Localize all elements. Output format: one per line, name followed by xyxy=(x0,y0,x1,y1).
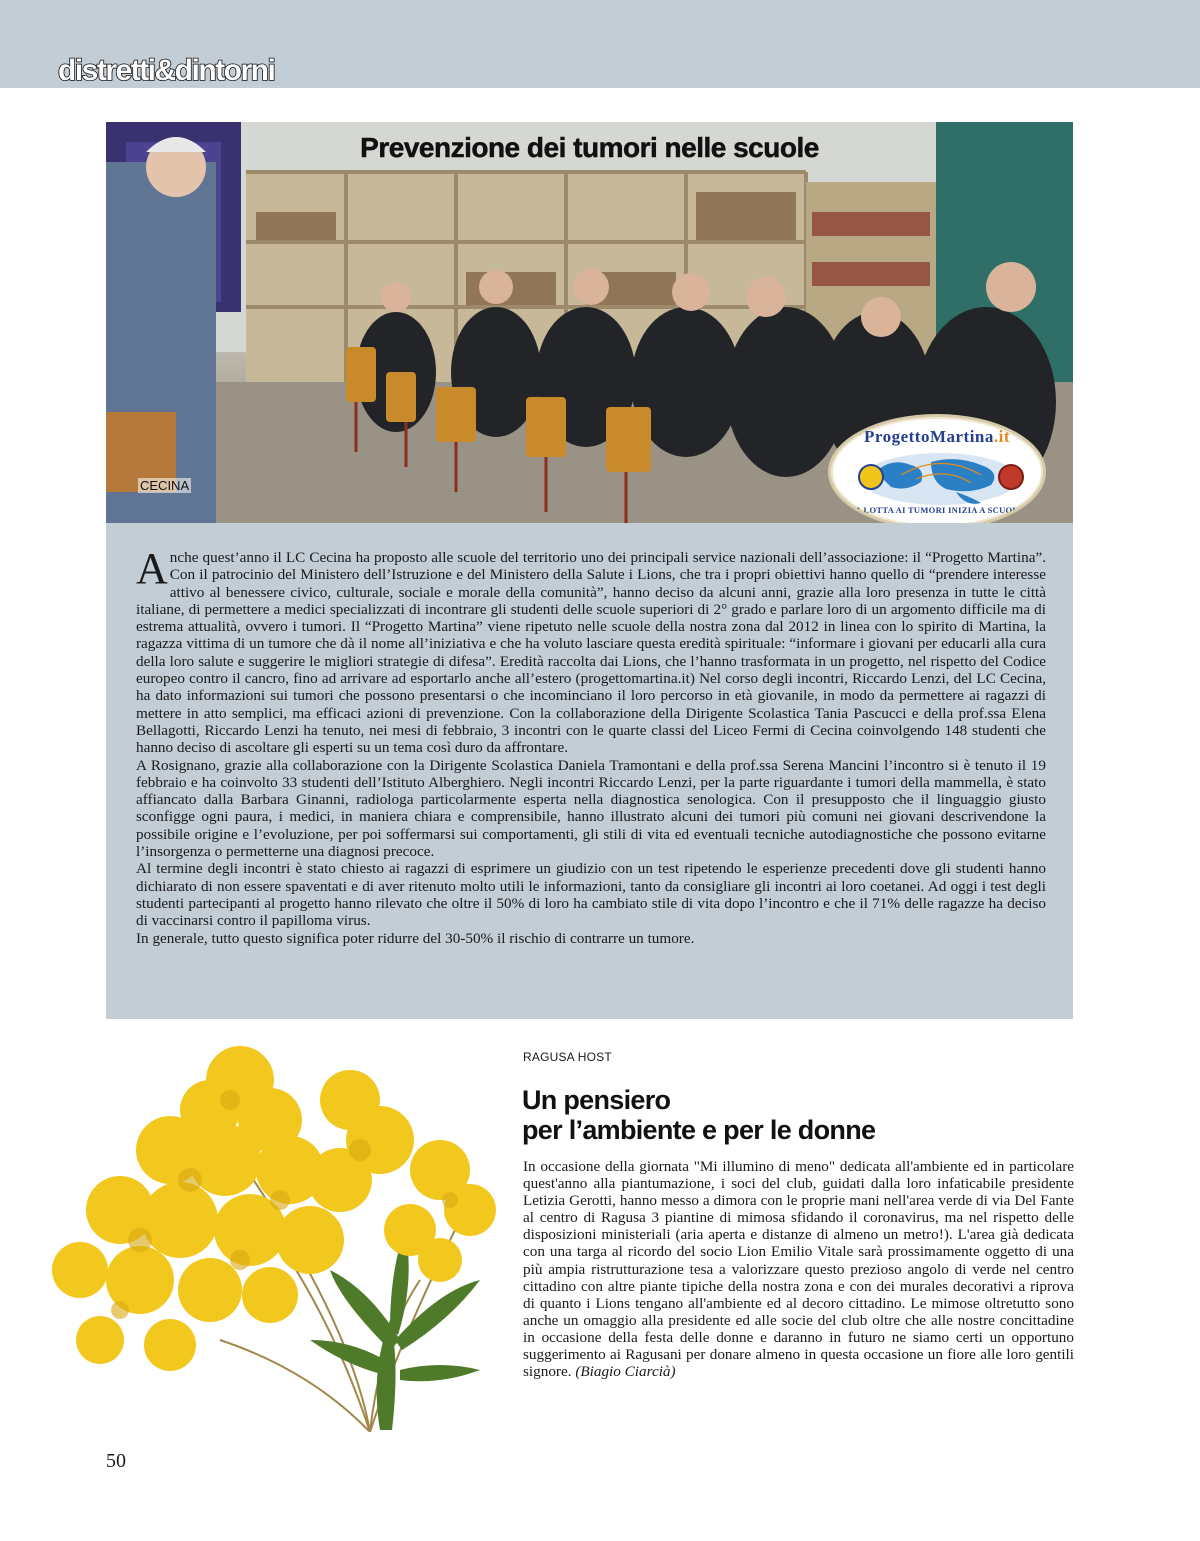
location-caption: CECINA xyxy=(140,478,190,493)
logo-name: ProgettoMartina xyxy=(863,427,994,446)
logo-suffix: .it xyxy=(993,427,1011,446)
article2-location: RAGUSA HOST xyxy=(523,1050,612,1064)
article-paragraph: In generale, tutto questo significa poter ridurre del 30-50% il rischio di contrarre un tumore. xyxy=(136,929,695,947)
article-paragraph xyxy=(136,544,1046,757)
article-body xyxy=(136,544,1046,947)
article2-body xyxy=(523,1158,1074,1380)
logo-motto: LA LOTTA AI TUMORI INIZIA A SCUOLA xyxy=(849,505,1025,515)
article2-author: (Biagio Ciarcià) xyxy=(575,1363,676,1381)
article-paragraph: Al termine degli incontri è stato chiesto ai ragazzi di esprimere un giudizio con un test ripetendo le esperienze precedenti dove gli studenti hanno dichiarato di non essere spaventati e di aver ritenuto molto utili le informazioni, tanto da consigliare gli incontri ai loro coetanei. Ad oggi i test degli studenti partecipanti al progetto hanno rilevato che oltre il 50% di loro ha cambiato stile di vita dopo l’incontro e che il 71% delle ragazze ha deciso di vaccinarsi contro il papilloma virus. xyxy=(136,860,1046,930)
page-number: 50 xyxy=(106,1450,126,1472)
progetto-martina-logo xyxy=(828,414,1046,523)
article2-title xyxy=(522,1085,1082,1145)
mimosa-illustration xyxy=(40,1040,510,1432)
article-photo xyxy=(106,122,1073,523)
article-body-panel xyxy=(106,523,1073,1019)
article2-title-line1: Un pensiero xyxy=(522,1085,671,1115)
drop-cap: A xyxy=(136,544,168,593)
article-title: Prevenzione dei tumori nelle scuole xyxy=(360,132,819,163)
article-paragraph-text: nche quest’anno il LC Cecina ha proposto alle scuole del territorio uno dei principali service nazionali dell’associazione: il “Progetto Martina”. Con il patrocinio del Ministero dell’Istruzione e del Ministero della Salute i Lions, che tra i propri obiettivi hanno quello di “prendere interesse attivo al benessere civico, culturale, sociale e morale della comunità”, hanno deciso da alcuni anni, grazie alla loro presenza in tutte le città italiane, di permettere a medici specializzati di incontrare gli studenti delle scuole superiori di 2° grado e parlare loro di un argomento difficile ma di estrema attualità, ovvero i tumori. Il “Progetto Martina” viene ripetuto nelle scuole della nostra zona dal 2012 in linea con lo spirito di Martina, la ragazza vittima di un tumore che dà il nome all’iniziativa e che ha voluto lasciare questa eredità spirituale: “informare i giovani per educarli alla cura della loro salute e suggerire le migliori strategie di difesa”. Eredità raccolta dai Lions, che l’hanno trasformata in un progetto, nel rispetto del Codice europeo contro il cancro, fino ad arrivare ad esportarlo anche all’estero (progettomartina.it) Nel corso degli incontri, Riccardo Lenzi, del LC Cecina, ha dato informazioni sui tumori che possono presentarsi o che incominciano il loro percorso in età giovanile, in modo da permettere ai ragazzi di mettere in atto semplici, ma efficaci azioni di prevenzione. Con la collaborazione della Dirigente Scolastica Tania Pascucci e della prof.ssa Elena Bellagotti, Riccardo Lenzi ha tenuto, nei mesi di febbraio, 3 incontri con le quarte classi del Liceo Fermi di Cecina coinvolgendo 148 studenti che hanno deciso di ascoltare gli esperti su un tema così duro da affrontare. xyxy=(136,549,1046,757)
article2-title-line2: per l’ambiente e per le donne xyxy=(522,1115,876,1145)
section-title: distretti&dintorni xyxy=(58,54,275,87)
article2-text: In occasione della giornata "Mi illumino di meno" dedicata all'ambiente ed in particolare quest'anno alla piantumazione, i soci del club, guidati dalla loro infaticabile presidente Letizia Gerotti, hanno messo a dimora con le proprie mani nell'area verde di via Del Fante al centro di Ragusa 3 piantine di mimosa sfidando il coronavirus, ma nel rispetto delle disposizioni ministeriali (aria aperta e distanze di almeno un metro!). L'area già dedicata con una targa al ricordo del socio Lion Emilio Vitale sarà prossimamente oggetto di una più ampia ristrutturazione tesa a valorizzare questo prezioso angolo di verde nel centro cittadino con altre piante tipiche della nostra zona e con dei murales decorativi a riprova di quanto i Lions tengano all'ambiente ed al decoro cittadino. Le mimose oltretutto sono anche un omaggio alla presidente ed alle socie del club oltre che alle nostre concittadine in occasione della festa delle donne e daranno in futuro ne siamo certi un opportuno suggerimento ai Ragusani per donare almeno in questa occasione un fiore alle loro gentili signore. xyxy=(523,1158,1074,1381)
article-paragraph: A Rosignano, grazie alla collaborazione con la Dirigente Scolastica Daniela Tramontani e della prof.ssa Serena Mancini l’incontro si è tenuto il 19 febbraio e ha coinvolto 33 studenti dell’Istituto Alberghiero. Negli incontri Riccardo Lenzi, per la parte riguardante i tumori della mammella, è stato affiancato dalla Barbara Ginanni, radiologa particolarmente esperta nella diagnostica senologica. Con il presupposto che il linguaggio giusto sconfigge ogni paura, i medici, in maniera chiara e comprensibile, hanno illustrato alcuni dei tumori più comuni nei giovani descrivendone la possibile origine e l’evoluzione, per poi soffermarsi sui comportamenti, gli stili di vita ed eventuali tecniche autodiagnostiche che possono evitarne l’insorgenza o permetterne una diagnosi precoce. xyxy=(136,756,1046,861)
